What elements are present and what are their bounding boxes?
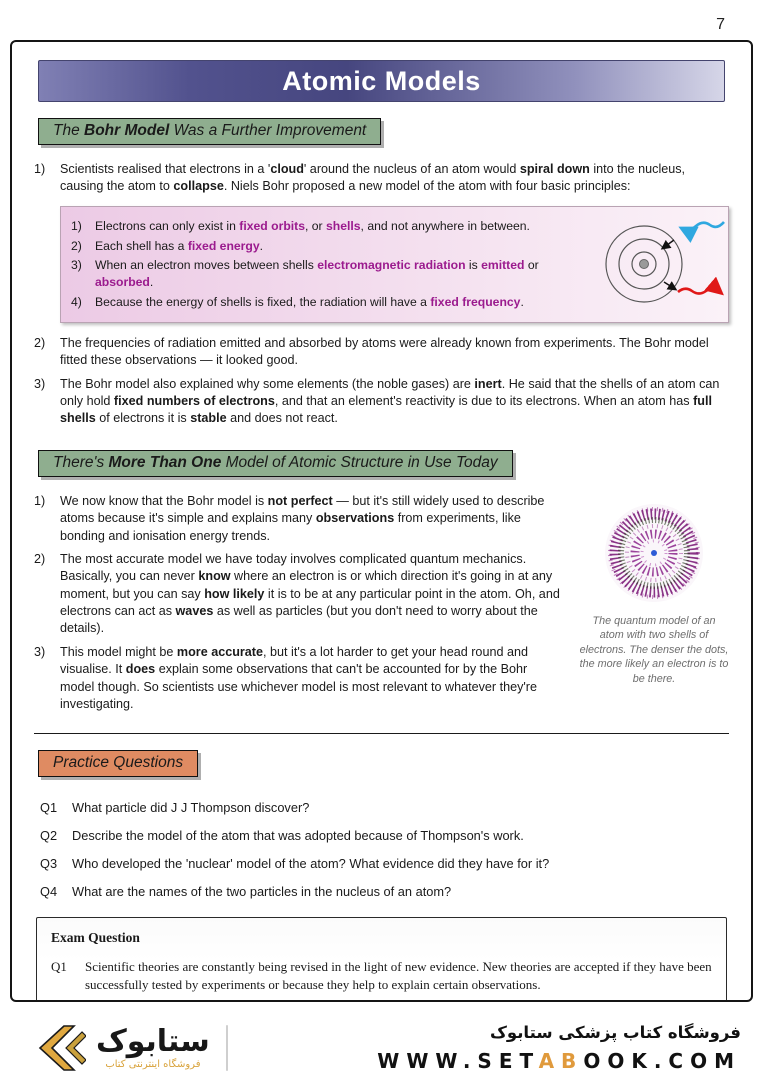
list-text: When an electron moves between shells electromagnetic radiation is emitted or absorbed. — [95, 258, 539, 290]
footer-tagline: فروشگاه کتاب پزشکی ستابوک — [490, 1023, 741, 1042]
figure-caption: The quantum model of an atom with two shells of electrons. The denser the dots, the more likely an electron is to be there. — [579, 614, 729, 686]
practice-question — [40, 884, 729, 899]
shell-jump-arrow — [664, 282, 675, 289]
quantum-nucleus-dot — [651, 550, 657, 556]
bohr-principles-box — [60, 206, 729, 323]
list-number: 4) — [71, 295, 82, 310]
section-header-more-models — [38, 450, 513, 477]
list-item — [34, 335, 729, 370]
list-number: 2) — [34, 551, 46, 566]
list-number: 1) — [71, 218, 82, 233]
footer-right — [244, 1023, 741, 1073]
list-number: 1) — [34, 493, 46, 508]
section-header-text: There's More Than One Model of Atomic Structure in Use Today — [53, 453, 498, 471]
list-text: Electrons can only exist in fixed orbits, or shells, and not anywhere in between. — [95, 218, 530, 233]
exam-intro — [51, 958, 712, 994]
list-text: The Bohr model also explained why some elements (the noble gases) are inert. He said that the shells of an atom can only hold fixed numbers of electrons, and that an element's reactivity is due to its electrons. When an atom has full shells of electrons it is stable and does not react. — [60, 376, 720, 426]
exam-box-title: Exam Question — [51, 930, 140, 946]
list-item — [34, 551, 565, 638]
question-text: What particle did J J Thompson discover? — [72, 800, 310, 816]
section2-columns — [34, 487, 729, 720]
logo-wordmark: ستابوک — [96, 1023, 210, 1059]
question-number: Q1 — [51, 959, 67, 975]
list-text: The most accurate model we have today involves complicated quantum mechanics. Basically, you can never know where an electron is or which direction it's going in at any moment, but you can say how likely it is to be at any particular point in the atom. Oh, and electrons can act as waves as well as particles (but you don't need to worry about the details). — [60, 551, 560, 636]
list-text: This model might be more accurate, but it's a lot harder to get your head round and visualise. It does explain some observations that can't be accounted for by the Bohr model though. So scientists use whichever model is most relevant to whatever they're investigating. — [60, 644, 538, 711]
logo-subtitle: فروشگاه اینترنتی کتاب — [105, 1059, 201, 1071]
blue-wave-arrow — [683, 222, 724, 230]
section-header-text: The Bohr Model Was a Further Improvement — [53, 122, 367, 139]
list-item — [71, 257, 580, 291]
exam-question-box — [36, 917, 727, 1002]
list-text: Because the energy of shells is fixed, the radiation will have a fixed frequency. — [95, 295, 524, 310]
practice-questions-list — [34, 800, 729, 899]
list-item — [71, 238, 580, 255]
list-item — [34, 493, 565, 545]
section2-text-column — [34, 487, 565, 720]
list-number: 3) — [34, 376, 46, 391]
question-text: What are the names of the two particles in the nucleus of an atom? — [72, 884, 452, 900]
page-title: Atomic Models — [282, 65, 481, 96]
practice-question — [40, 828, 729, 843]
list-number: 3) — [71, 258, 82, 273]
practice-questions-header-text: Practice Questions — [53, 754, 184, 772]
question-text: Scientific theories are constantly being revised in the light of new evidence. New theories are accepted if they have been successfully tested by experiments or because they help to explain certain observations. — [85, 959, 712, 993]
list-item — [71, 218, 580, 235]
list-text: Scientists realised that electrons in a 'cloud' around the nucleus of an atom would spiral down into the nucleus, causing the atom to collapse. Niels Bohr proposed a new model of the atom with four basic principles: — [60, 162, 686, 194]
list-number: 1) — [34, 162, 46, 176]
quantum-atom-image — [602, 501, 706, 605]
question-number: Q4 — [40, 884, 58, 900]
title-banner — [38, 60, 725, 102]
question-number: Q2 — [40, 828, 58, 844]
red-wave-arrow — [678, 289, 720, 294]
section-header-bohr-model — [38, 118, 381, 145]
list-number: 2) — [71, 238, 82, 253]
setabook-logo — [34, 1024, 210, 1072]
shell-jump-arrow — [663, 240, 674, 248]
nucleus-dot — [640, 260, 649, 269]
list-text: Each shell has a fixed energy. — [95, 238, 264, 253]
question-number: Q3 — [40, 856, 58, 872]
section-divider — [34, 733, 729, 734]
list-item — [34, 644, 565, 714]
footer-domain: WWW.SETABOOK.COM — [377, 1049, 741, 1073]
section2-figure-column — [579, 487, 729, 720]
list-number: 3) — [34, 644, 46, 659]
practice-question — [40, 800, 729, 815]
page-content — [12, 102, 751, 1002]
practice-question — [40, 856, 729, 871]
footer-divider — [226, 1025, 228, 1071]
list-number: 2) — [34, 335, 46, 350]
list-item — [71, 294, 580, 311]
practice-questions-header — [38, 750, 198, 777]
logo-chevron-icon — [34, 1024, 86, 1072]
bohr-atom-diagram — [586, 216, 728, 312]
question-text: Describe the model of the atom that was adopted because of Thompson's work. — [72, 828, 524, 844]
list-text: The frequencies of radiation emitted and absorbed by atoms were already known from experiments. The Bohr model fitted these observations — it looked good. — [60, 335, 709, 368]
page-number: 7 — [716, 16, 725, 33]
question-text: Who developed the 'nuclear' model of the atom? What evidence did they have for it? — [72, 856, 550, 872]
list-item — [34, 161, 729, 196]
list-item — [34, 376, 729, 428]
logo-texts — [96, 1023, 210, 1071]
question-number: Q1 — [40, 800, 58, 816]
page-frame — [10, 40, 753, 1002]
footer — [0, 1012, 763, 1080]
list-text: We now know that the Bohr model is not perfect — but it's still widely used to describe atoms because it's simple and explains many observations from experiments, like bonding and ionisation energy trends. — [60, 493, 545, 543]
